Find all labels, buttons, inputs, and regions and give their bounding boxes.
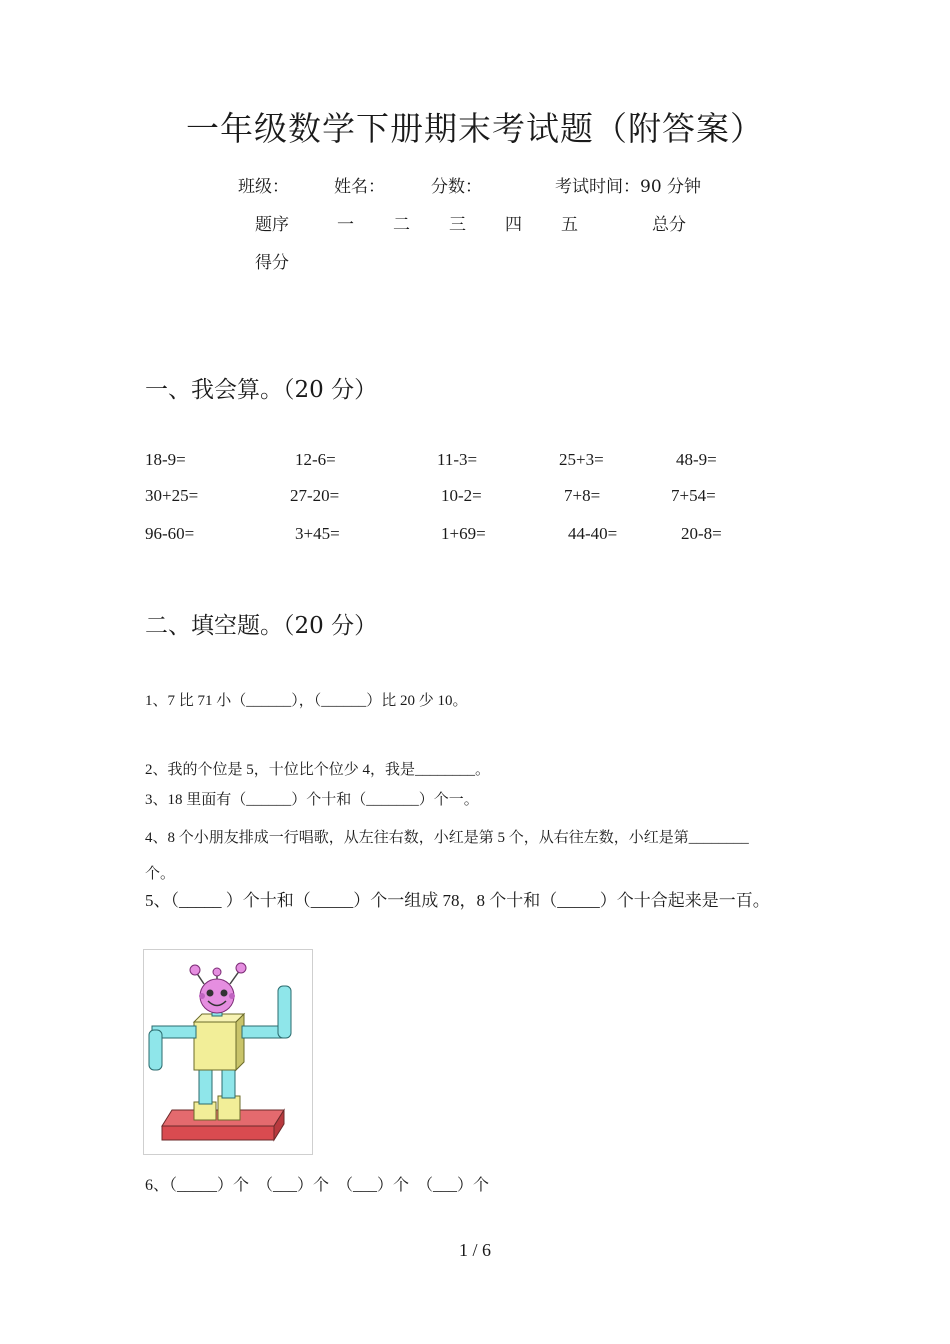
col-2: 二 xyxy=(393,215,410,235)
robot-icon xyxy=(144,950,312,1154)
col-5: 五 xyxy=(561,215,578,235)
name-label: 姓名： xyxy=(334,177,385,197)
question-6: 6、（_____）个 （___）个 （___）个 （___）个 xyxy=(145,1177,490,1194)
question-4-line2: 个。 xyxy=(145,866,176,882)
page-number: 1 / 6 xyxy=(458,1240,491,1260)
calc-item: 48-9= xyxy=(676,450,717,469)
question-5: 5、（_____ ）个十和（_____）个一组成 78，8 个十和（_____）个十合起来是一百。 xyxy=(145,891,770,910)
document-title: 一年级数学下册期末考试题（附答案） xyxy=(186,109,764,148)
calc-item: 12-6= xyxy=(295,450,336,469)
section2-heading: 二、填空题。（20 分） xyxy=(145,613,378,639)
col-total: 总分 xyxy=(652,215,686,235)
calc-item: 11-3= xyxy=(437,450,478,469)
calc-item: 25+3= xyxy=(559,450,604,469)
class-label: 班级： xyxy=(238,177,289,197)
score-row-header: 得分 xyxy=(255,253,289,273)
col-1: 一 xyxy=(337,215,354,235)
question-3: 3、18 里面有（______）个十和（_______）个一。 xyxy=(145,792,479,808)
calc-item: 44-40= xyxy=(568,524,618,543)
calc-item: 30+25= xyxy=(145,486,199,505)
robot-figure xyxy=(143,949,313,1155)
question-4-line1: 4、8 个小朋友排成一行唱歌，从左往右数，小红是第 5 个，从右往左数，小红是第________ xyxy=(145,830,749,846)
calc-item: 7+54= xyxy=(671,486,716,505)
col-4: 四 xyxy=(505,215,522,235)
question-1: 1、7 比 71 小（______），（______）比 20 少 10。 xyxy=(145,693,468,709)
row-header: 题序 xyxy=(255,215,289,235)
calc-item: 7+8= xyxy=(564,486,601,505)
calc-item: 3+45= xyxy=(295,524,340,543)
calc-item: 20-8= xyxy=(681,524,722,543)
question-2: 2、我的个位是 5，十位比个位少 4，我是________。 xyxy=(145,762,491,778)
calc-item: 96-60= xyxy=(145,524,195,543)
section1-heading: 一、我会算。（20 分） xyxy=(145,377,378,403)
calc-item: 1+69= xyxy=(441,524,486,543)
calc-item: 10-2= xyxy=(441,486,482,505)
score-label: 分数： xyxy=(431,177,482,197)
calc-item: 27-20= xyxy=(290,486,340,505)
calc-item: 18-9= xyxy=(145,450,186,469)
col-3: 三 xyxy=(449,215,466,235)
time-label: 考试时间：90 分钟 xyxy=(555,177,702,197)
